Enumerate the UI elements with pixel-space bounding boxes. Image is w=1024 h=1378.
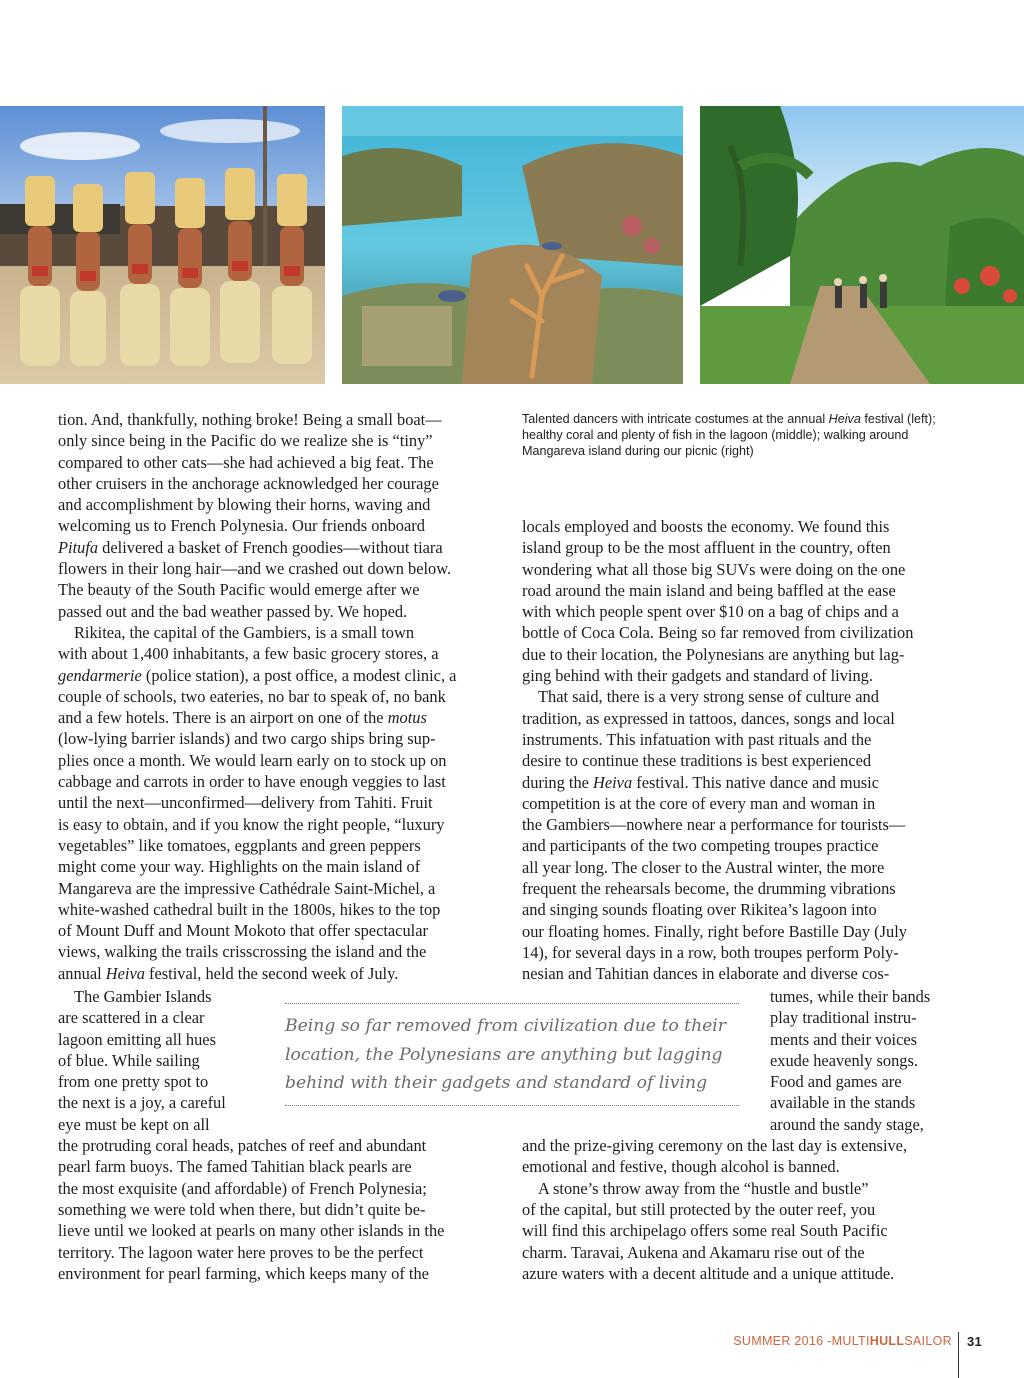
term-heiva: Heiva <box>105 963 145 983</box>
text-fragment: during the <box>522 772 594 792</box>
text-line: will find this archipelago offers some real South Pacific <box>522 1221 888 1241</box>
caption-part1: Talented dancers with intricate costumes at the annual <box>522 412 829 426</box>
magazine-name <box>832 1334 952 1348</box>
text-line: tumes, while their bands <box>770 987 931 1006</box>
text-line: plies once a month. We would learn early on to stock up on <box>58 750 447 770</box>
left-column <box>58 409 494 984</box>
text-line: the most exquisite (and affordable) of French Polynesia; <box>58 1178 427 1198</box>
pull-quote-line: Being so far removed from civilization due to their <box>285 1016 727 1036</box>
island-trail-photo-icon <box>700 106 1024 384</box>
text-line: nesian and Tahitian dances in elaborate and diverse cos- <box>522 964 890 984</box>
text-fragment: festival, held the second week of July. <box>144 963 399 983</box>
text-fragment: delivered a basket of French goodies—without tiara <box>98 537 443 557</box>
pull-quote-line: behind with their gadgets and standard of living <box>285 1073 708 1094</box>
text-line: other cruisers in the anchorage acknowledged her courage <box>58 473 439 493</box>
text-line: Food and games are <box>770 1072 902 1092</box>
text-line: our floating homes. Finally, right before Bastille Day (July <box>522 921 907 941</box>
text-line: due to their location, the Polynesians are anything but lag- <box>522 644 905 664</box>
text-line: environment for pearl farming, which keeps many of the <box>58 1263 429 1283</box>
paragraph <box>522 516 958 686</box>
text-line: and singing sounds floating over Rikitea’s lagoon into <box>522 900 877 920</box>
text-line: play traditional instru- <box>770 1008 917 1028</box>
text-fragment: annual <box>58 963 106 983</box>
issue-label: SUMMER 2016 - <box>733 1334 832 1348</box>
text-line: locals employed and boosts the economy. We found this <box>522 517 890 536</box>
brand-part: MULTI <box>831 1334 870 1348</box>
text-line: of blue. While sailing <box>58 1050 200 1070</box>
text-line: available in the stands <box>770 1093 916 1113</box>
text-line: compared to other cats—she had achieved a big feat. The <box>58 452 434 472</box>
text-fragment: (police station), a post office, a modest clinic, a <box>141 665 457 685</box>
text-line: and accomplishment by blowing their horns, waving and <box>58 495 431 515</box>
text-line: of Mount Duff and Mount Mokoto that offer spectacular <box>58 921 428 941</box>
text-line: only since being in the Pacific do we realize she is “tiny” <box>58 431 433 451</box>
text-line: the Gambiers—nowhere near a performance for tourists— <box>522 815 906 835</box>
text-line: vegetables” like tomatoes, eggplants and green peppers <box>58 835 421 855</box>
text-line: ging behind with their gadgets and standard of living. <box>522 666 873 686</box>
text-line: (low-lying barrier islands) and two cargo ships bring sup- <box>58 729 436 749</box>
text-line: That said, there is a very strong sense of culture and <box>538 687 879 707</box>
text-line: Mangareva are the impressive Cathédrale Saint-Michel, a <box>58 878 436 898</box>
text-line: the next is a joy, a careful <box>58 1093 226 1113</box>
text-line: A stone’s throw away from the “hustle and bustle” <box>538 1178 869 1198</box>
text-line <box>58 707 494 728</box>
boat-name: Pitufa <box>58 537 99 557</box>
text-line: eye must be kept on all <box>58 1114 210 1134</box>
text-line: are scattered in a clear <box>58 1008 205 1028</box>
page-number: 31 <box>966 1333 982 1349</box>
text-line: until the next—unconfirmed—delivery from Tahiti. Fruit <box>58 793 433 813</box>
text-line: all year long. The closer to the Austral winter, the more <box>522 857 885 877</box>
text-line: azure waters with a decent altitude and a unique attitude. <box>522 1263 895 1283</box>
text-line <box>58 537 494 558</box>
text-line: wondering what all those big SUVs were doing on the one <box>522 559 906 579</box>
text-line: road around the main island and being baffled at the ease <box>522 580 896 600</box>
brand-part: SAILOR <box>904 1334 952 1348</box>
term-motus: motus <box>387 708 427 728</box>
right-column <box>522 516 958 985</box>
text-line: might come your way. Highlights on the main island of <box>58 857 421 877</box>
text-line: something we were told when there, but didn’t quite be- <box>58 1199 426 1219</box>
text-line: lieve until we looked at pearls on many other islands in the <box>58 1221 445 1241</box>
paragraph <box>522 686 958 984</box>
text-line: The Gambier Islands <box>74 987 212 1006</box>
coral-reef-photo <box>342 106 683 384</box>
text-line: territory. The lagoon water here proves to be the perfect <box>58 1242 424 1262</box>
text-line: The beauty of the South Pacific would emerge after we <box>58 580 420 600</box>
paragraph <box>58 986 244 1135</box>
text-line: couple of schools, two eateries, no bar to speak of, no bank <box>58 686 446 706</box>
text-line: the protruding coral heads, patches of reef and abundant <box>58 1136 427 1156</box>
text-line <box>58 665 494 686</box>
text-line: passed out and the bad weather passed by. We hoped. <box>58 601 408 621</box>
pull-quote <box>285 1003 739 1106</box>
page-footer <box>733 1332 982 1350</box>
text-line: tion. And, thankfully, nothing broke! Being a small boat— <box>58 410 442 429</box>
text-fragment: festival. This native dance and music <box>632 772 880 792</box>
photo-caption <box>522 411 972 459</box>
text-fragment: and a few hotels. There is an airport on one of the <box>58 708 388 728</box>
text-line: tradition, as expressed in tattoos, dances, songs and local <box>522 708 895 728</box>
text-line: exude heavenly songs. <box>770 1050 918 1070</box>
paragraph <box>58 409 494 622</box>
paragraph <box>522 1178 958 1284</box>
island-trail-photo <box>700 106 1024 384</box>
text-line: competition is at the core of every man and woman in <box>522 793 876 813</box>
pull-quote-line: location, the Polynesians are anything but lagging <box>285 1044 723 1065</box>
text-line: ments and their voices <box>770 1029 918 1049</box>
text-line <box>522 772 958 793</box>
text-line: views, walking the trails crisscrossing the island and the <box>58 942 427 962</box>
text-line: island group to be the most affluent in the country, often <box>522 538 891 558</box>
brand-part-bold: HULL <box>869 1334 905 1348</box>
text-line: with which people spent over $10 on a bag of chips and a <box>522 602 899 622</box>
text-line: lagoon emitting all hues <box>58 1029 216 1049</box>
term-gendarmerie: gendarmerie <box>58 665 142 685</box>
text-line: bottle of Coca Cola. Being so far removed from civilization <box>522 623 914 643</box>
coral-reef-photo-icon <box>342 106 683 384</box>
text-line: around the sandy stage, <box>770 1114 924 1134</box>
dancers-photo-icon <box>0 106 325 384</box>
text-line: and the prize-giving ceremony on the last day is extensive, <box>522 1136 908 1156</box>
text-line: desire to continue these traditions is best experienced <box>522 751 872 771</box>
text-line: white-washed cathedral built in the 1800s, hikes to the top <box>58 899 441 919</box>
text-line: cabbage and carrots in order to have enough veggies to last <box>58 772 446 792</box>
text-line: pearl farm buoys. The famed Tahitian black pearls are <box>58 1157 412 1177</box>
text-line: of the capital, but still protected by the outer reef, you <box>522 1199 876 1219</box>
caption-part2: festival (left); healthy coral and plenty of fish in the lagoon (middle); walking around Mangareva island during our picnic (right) <box>522 412 936 458</box>
paragraph-continued <box>58 1135 494 1284</box>
text-line: instruments. This infatuation with past rituals and the <box>522 729 872 749</box>
dancers-photo <box>0 106 325 384</box>
paragraph <box>58 622 494 984</box>
text-line: Rikitea, the capital of the Gambiers, is a small town <box>74 622 415 642</box>
text-line <box>58 963 494 984</box>
text-line: is easy to obtain, and if you know the right people, “luxury <box>58 814 445 834</box>
text-line: charm. Taravai, Aukena and Akamaru rise out of the <box>522 1242 865 1262</box>
text-line: flowers in their long hair—and we crashed out down below. <box>58 559 452 579</box>
footer-divider <box>958 1332 959 1378</box>
term-heiva: Heiva <box>593 772 633 792</box>
text-line: frequent the rehearsals become, the drumming vibrations <box>522 879 896 899</box>
text-line: welcoming us to French Polynesia. Our friends onboard <box>58 516 425 536</box>
caption-italic: Heiva <box>828 412 861 426</box>
text-line: 14), for several days in a row, both troupes perform Poly- <box>522 942 899 962</box>
text-line: from one pretty spot to <box>58 1072 209 1092</box>
paragraph-continued <box>522 1135 958 1178</box>
text-line: with about 1,400 inhabitants, a few basic grocery stores, a <box>58 644 439 664</box>
text-line: emotional and festive, though alcohol is banned. <box>522 1157 840 1177</box>
text-line: and participants of the two competing troupes practice <box>522 836 879 856</box>
paragraph-continued <box>770 986 960 1135</box>
